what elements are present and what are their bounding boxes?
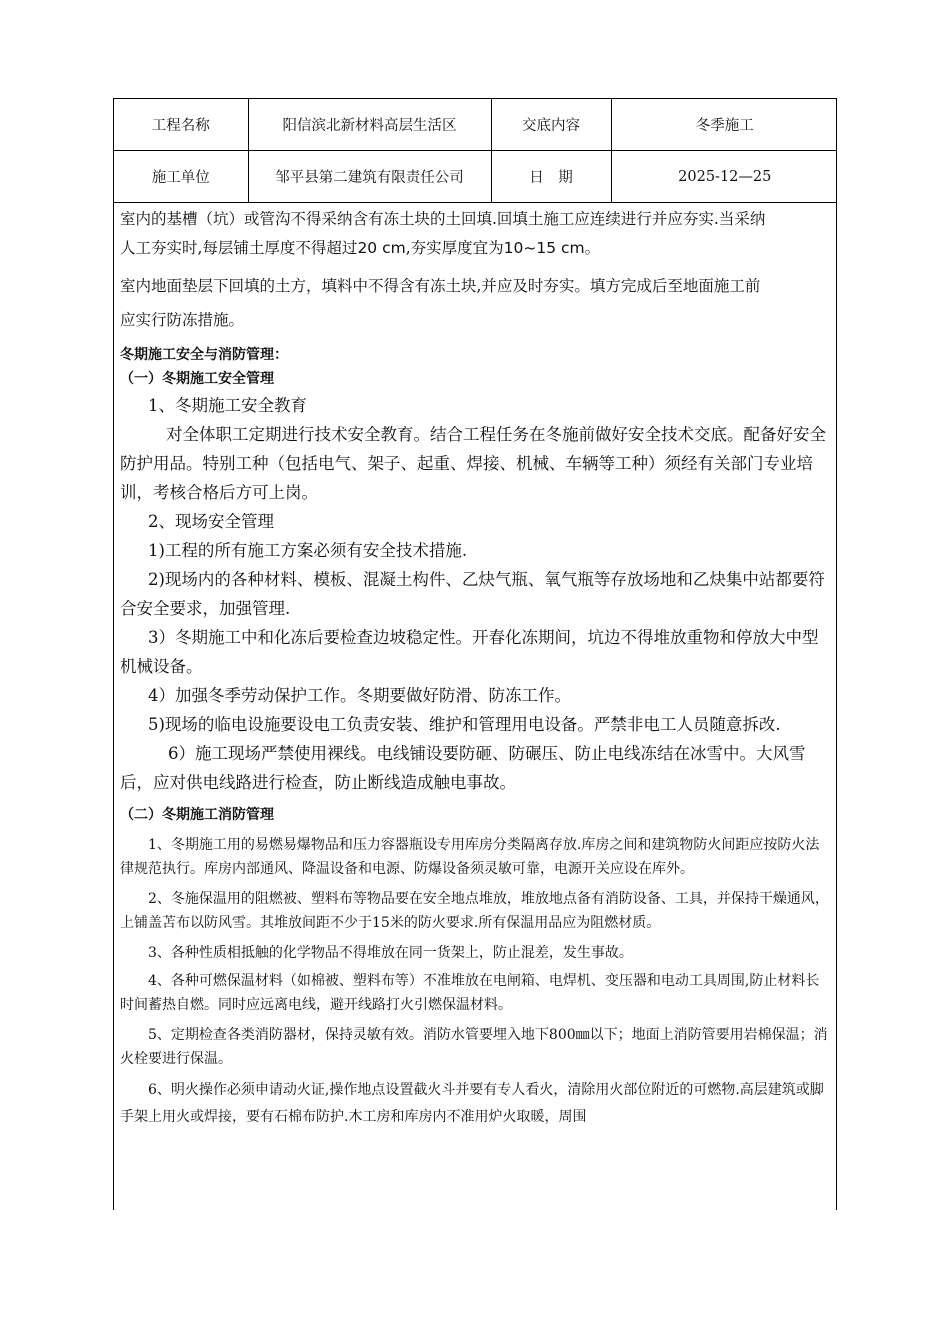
fire-item-3: 3、各种性质相抵触的化学物品不得堆放在同一货架上，防止混差，发生事故。 <box>148 945 633 961</box>
heading-safety-management: （一）冬期施工安全管理 <box>120 371 274 387</box>
header-row-unit <box>114 151 837 203</box>
paragraph-backfill-1a: 室内的基槽（坑）或管沟不得采纳含有冻土块的土回填.回填土施工应连续进行并应夯实.当采纳 <box>120 210 766 228</box>
heading-safety-fire: 冬期施工安全与消防管理： <box>120 347 288 363</box>
date-value: 2025-12—25 <box>611 151 837 203</box>
fire-item-1: 1、冬期施工用的易燃易爆物品和压力容器瓶设专用库房分类隔离存放.库房之间和建筑物防火间距应按防火法律规范执行。库房内部通风、降温设备和电源、防爆设备须灵敏可靠，电源开关应设在库外。 <box>120 837 820 877</box>
site-safety-item-1: 1)工程的所有施工方案必须有安全技术措施. <box>148 541 468 560</box>
section-site-safety-title: 2、现场安全管理 <box>148 512 274 531</box>
project-name-value: 阳信滨北新材料高层生活区 <box>248 99 491 151</box>
construction-unit-label: 施工单位 <box>114 151 248 203</box>
section-safety-education-body: 对全体职工定期进行技术安全教育。结合工程任务在冬施前做好安全技术交底。配备好安全防护用品。特别工种（包括电气、架子、起重、焊接、机械、车辆等工种）须经有关部门专业培训，考核合格后方可上岗。 <box>120 425 826 502</box>
site-safety-item-4: 4）加强冬季劳动保护工作。冬期要做好防滑、防冻工作。 <box>148 686 571 705</box>
site-safety-item-2: 2)现场内的各种材料、模板、混凝土构件、乙炔气瓶、氧气瓶等存放场地和乙炔集中站都要符合安全要求，加强管理. <box>120 570 825 618</box>
document-body <box>114 205 836 1131</box>
fire-item-6: 6、明火操作必须申请动火证,操作地点设置截火斗并要有专人看火，清除用火部位附近的可燃物.高层建筑或脚手架上用火或焊接，要有石棉布防护.木工房和库房内不准用炉火取暖，周围 <box>120 1082 824 1125</box>
fire-item-2: 2、冬施保温用的阻燃被、塑料布等物品要在安全地点堆放，堆放地点备有消防设备、工具，并保持干燥通风，上铺盖苫布以防风雪。其堆放间距不少于15米的防火要求.所有保温用品应为阻燃材质。 <box>120 891 829 931</box>
document-page <box>113 98 837 1210</box>
paragraph-backfill-2a: 室内地面垫层下回填的土方，填料中不得含有冻土块,并应及时夯实。填方完成后至地面施工前 <box>120 277 761 295</box>
text-segment: 人工夯实时,每层铺土厚度不得超过 <box>120 239 358 257</box>
header-table <box>114 99 837 203</box>
project-name-label: 工程名称 <box>114 99 248 151</box>
header-row-project <box>114 99 837 151</box>
paragraph-backfill-2b: 应实行防冻措施。 <box>120 311 245 329</box>
site-safety-item-6: 6）施工现场严禁使用裸线。电线铺设要防砸、防碾压、防止电线冻结在冰雪中。大风雪后，应对供电线路进行检查，防止断线造成触电事故。 <box>120 744 806 792</box>
heading-fire-management: （二）冬期施工消防管理 <box>120 807 274 823</box>
value-compaction: 10~15 cm <box>503 239 585 257</box>
value-thickness: 20 cm <box>357 239 406 257</box>
briefing-content-label: 交底内容 <box>491 99 611 151</box>
site-safety-item-5: 5)现场的临电设施要设电工负责安装、维护和管理用电设备。严禁非电工人员随意拆改. <box>148 715 781 734</box>
section-safety-education-title: 1、冬期施工安全教育 <box>148 396 307 415</box>
fire-item-4: 4、各种可燃保温材料（如棉被、塑料布等）不准堆放在电闸箱、电焊机、变压器和电动工具周围,防止材料长时间蓄热自燃。同时应远离电线，避开线路打火引燃保温材料。 <box>120 973 820 1013</box>
briefing-content-value: 冬季施工 <box>611 99 837 151</box>
date-label: 日 期 <box>491 151 611 203</box>
construction-unit-value: 邹平县第二建筑有限责任公司 <box>248 151 491 203</box>
text-segment: 。 <box>584 239 601 257</box>
site-safety-item-3: 3）冬期施工中和化冻后要检查边坡稳定性。开春化冻期间，坑边不得堆放重物和停放大中型机械设备。 <box>120 628 819 676</box>
text-segment: ,夯实厚度宜为 <box>405 239 504 257</box>
paragraph-backfill-1b <box>120 234 830 263</box>
fire-item-5: 5、定期检查各类消防器材，保持灵敏有效。消防水管要埋入地下800㎜以下；地面上消防管要用岩棉保温；消火栓要进行保温。 <box>120 1027 828 1067</box>
